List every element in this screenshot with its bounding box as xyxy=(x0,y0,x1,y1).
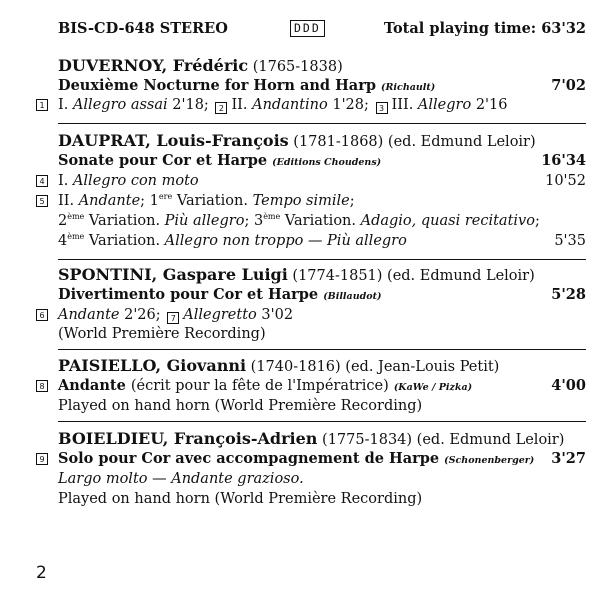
track-number-box: 5 xyxy=(36,195,48,207)
composer-duvernoy: DUVERNOY, Frédéric (1765-1838) xyxy=(58,56,343,75)
divider xyxy=(58,421,586,422)
composer-dauprat: DAUPRAT, Louis-François (1781-1868) (ed. Edmund Leloir) xyxy=(58,131,536,150)
track-number-box: 1 xyxy=(36,99,48,111)
total-playing-time: Total playing time: 63'32 xyxy=(383,20,586,37)
track-number-box: 7 xyxy=(167,312,179,324)
work-boieldieu: Solo pour Cor avec accompagnement de Harpe (Schonenberger) 3'27 xyxy=(58,450,586,467)
movements-duvernoy: I. Allegro assai 2'18; 2 II. Andantino 1'28; 3 III. Allegro 2'16 xyxy=(58,97,508,113)
track-number-box: 9 xyxy=(36,453,48,465)
movement-dauprat-2-variation-4: 4ème Variation. Allegro non troppo — Più allegro 5'35 xyxy=(58,232,586,249)
track-number-box: 3 xyxy=(376,102,388,114)
movement-dauprat-2-variations: 2ème Variation. Più allegro; 3ème Variation. Adagio, quasi recitativo; xyxy=(58,212,540,229)
movement-dauprat-1: I. Allegro con moto 10'52 xyxy=(58,173,586,189)
divider xyxy=(58,123,586,124)
header xyxy=(58,18,586,40)
composer-spontini: SPONTINI, Gaspare Luigi (1774-1851) (ed. Edmund Leloir) xyxy=(58,265,535,284)
divider xyxy=(58,349,586,350)
ddd-badge: DDD xyxy=(290,20,325,37)
track-number-box: 8 xyxy=(36,380,48,392)
work-dauprat: Sonate pour Cor et Harpe (Editions Choudens) 16'34 xyxy=(58,152,586,169)
tempo-boieldieu: Largo molto — Andante grazioso. xyxy=(58,471,304,487)
work-paisiello: Andante (écrit pour la fête de l'Impératrice) (KaWe / Pizka) 4'00 xyxy=(58,377,586,394)
track-number-box: 2 xyxy=(215,102,227,114)
divider xyxy=(58,259,586,260)
work-duvernoy: Deuxième Nocturne for Horn and Harp (Richault) 7'02 xyxy=(58,77,586,94)
note-paisiello: Played on hand horn (World Première Recording) xyxy=(58,398,423,414)
catalog-number: BIS-CD-648 STEREO xyxy=(58,20,228,37)
note-spontini: (World Première Recording) xyxy=(58,326,266,342)
composer-boieldieu: BOIELDIEU, François-Adrien (1775-1834) (ed. Edmund Leloir) xyxy=(58,429,565,448)
work-spontini: Divertimento pour Cor et Harpe (Billaudot) 5'28 xyxy=(58,286,586,303)
track-number-box: 6 xyxy=(36,309,48,321)
movements-spontini: Andante 2'26; 7 Allegretto 3'02 xyxy=(58,307,294,323)
page-number: 2 xyxy=(36,563,47,583)
movement-dauprat-2: II. Andante; 1ere Variation. Tempo simile; xyxy=(58,192,355,209)
composer-paisiello: PAISIELLO, Giovanni (1740-1816) (ed. Jean-Louis Petit) xyxy=(58,356,500,375)
work-time: 7'02 xyxy=(551,77,586,94)
track-number-box: 4 xyxy=(36,175,48,187)
note-boieldieu: Played on hand horn (World Première Recording) xyxy=(58,491,423,507)
